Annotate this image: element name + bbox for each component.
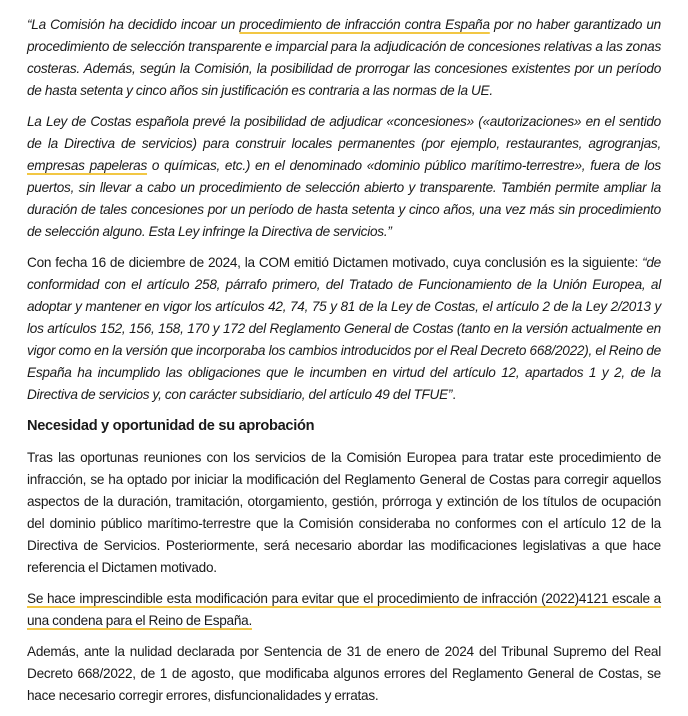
paragraph-dictamen [27, 252, 661, 406]
highlighted-text: empresas papeleras [27, 158, 148, 173]
quote-paragraph-commission [27, 14, 661, 102]
text-segment: Con fecha 16 de diciembre de 2024, la COM emitió Dictamen motivado, cuya conclusión es la siguiente: [27, 255, 643, 270]
section-heading: Necesidad y oportunidad de su aprobación [27, 418, 315, 434]
text-segment: La Ley de Costas española prevé la posibilidad de adjudicar «concesiones» («autorizaciones» en el sentido de la Directiva de servicios) para construir locales permanentes (por ejemplo, restaurantes, agrogranjas, [27, 114, 661, 151]
text-segment: por no haber garantizado un procedimiento de selección transparente e imparcial para la adjudicación de concesiones relativas a las zonas costeras. Además, según la Comisión, la posibilidad de prorrogar las concesiones existentes por un período de hasta setenta y cinco años sin justificación es contraria a las normas de la UE. [27, 17, 661, 98]
text-segment: . [452, 387, 456, 402]
paragraph-reuniones: Tras las oportunas reuniones con los servicios de la Comisión Europea para tratar este procedimiento de infracción, se ha optado por iniciar la modificación del Reglamento General de Costas para corregir aquellos aspectos de la duración, tramitación, otorgamiento, gestión, prórroga y extinción de los títulos de ocupación del dominio público marítimo-terrestre que la Comisión consideraba no conformes con el artículo 12 de la Directiva de Servicios. Posteriormente, será necesario abordar las modificaciones legislativas a que hace referencia el Dictamen motivado. [27, 450, 661, 575]
paragraph-nulidad: Además, ante la nulidad declarada por Sentencia de 31 de enero de 2024 del Tribunal Supremo del Real Decreto 668/2022, de 1 de agosto, que modificaba algunos errores del Reglamento General de Costas, se hace necesario corregir errores, disfuncionalidades y erratas. [27, 644, 661, 703]
highlighted-text: procedimiento de infracción contra España [239, 17, 490, 32]
highlighted-text: Se hace imprescindible esta modificación para evitar que el procedimiento de infracción (2022)4121 escale a una condena para el Reino de España. [27, 591, 661, 628]
dictamen-quote: “de conformidad con el artículo 258, párrafo primero, del Tratado de Funcionamiento de la Unión Europea, al adoptar y mantener en vigor los artículos 42, 74, 75 y 81 de la Ley de Costas, el artículo 2 de la Ley 2/2013 y los artículos 152, 156, 158, 170 y 172 del Reglamento General de Costas (tanto en la versión actualmente en vigor como en la versión que incorporaba los cambios introducidos por el Real Decreto 668/2022), el Reino de España ha incumplido las obligaciones que le incumben en virtud del artículo 12, apartados 1 y 2, de la Directiva de servicios y, con carácter subsidiario, del artículo 49 del TFUE” [27, 255, 661, 402]
text-segment: “La Comisión ha decidido incoar un [27, 17, 240, 32]
document-page [27, 14, 661, 716]
paragraph-imprescindible [27, 588, 661, 632]
text-segment: o químicas, etc.) en el denominado «dominio público marítimo-terrestre», fuera de los puertos, sin llevar a cabo un procedimiento de selección abierto y transparente. También permite ampliar la duración de tales concesiones por un período de hasta setenta y cinco años, una vez más sin procedimiento de selección alguno. Esta Ley infringe la Directiva de servicios.” [27, 158, 661, 239]
quote-paragraph-ley-costas [27, 111, 661, 243]
